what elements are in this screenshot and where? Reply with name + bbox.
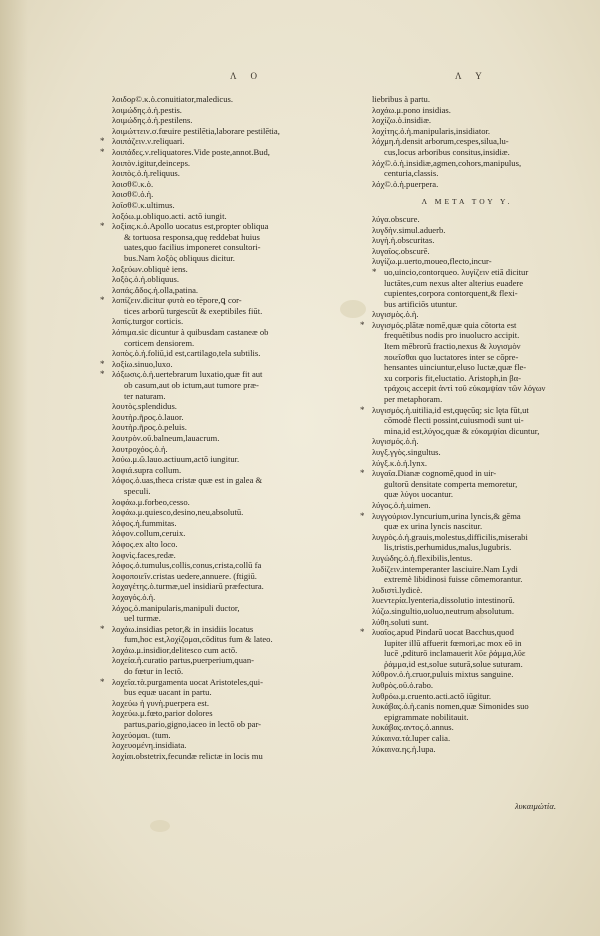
dictionary-line — [112, 401, 350, 412]
dictionary-line — [372, 136, 562, 147]
dictionary-line — [372, 521, 562, 532]
dictionary-line — [360, 319, 562, 331]
dictionary-line-text: extremè libidinosi fuisse cōmemorantur. — [384, 574, 523, 585]
right-column — [360, 94, 562, 754]
dictionary-line-text: λυθρὸς.οῦ.ὁ.rabo. — [372, 680, 434, 691]
dictionary-line — [112, 708, 350, 719]
dictionary-line-text: λυγίζω.μ.uerto,moueo,flecto,incur- — [372, 256, 492, 267]
dictionary-line — [372, 426, 562, 437]
dictionary-line-text: Iupiter illū affuerit fœmori,ac mox eō in — [384, 637, 522, 648]
dictionary-line — [372, 680, 562, 691]
dictionary-line-text: λύκαινα.τὰ.luper calia. — [372, 733, 451, 744]
left-column — [100, 94, 350, 761]
dictionary-line — [372, 617, 562, 628]
dictionary-line — [372, 105, 562, 116]
dictionary-line-text: λοφάω.μ.quiesco,desino,neu,absolutū. — [112, 507, 244, 518]
dictionary-line-text: λύθρον.ὁ.ἡ.cruor,puluis mixtus sanguine. — [372, 669, 514, 680]
asterisk-marker-icon: * — [100, 295, 105, 306]
dictionary-line-text: epigrammate nobilitauit. — [384, 711, 469, 722]
dictionary-line-text: hensantes uinciuntur,eluso luctæ,quæ fle- — [384, 362, 527, 373]
asterisk-marker-icon: * — [360, 319, 365, 330]
running-head-right: Λ Υ — [455, 71, 488, 81]
dictionary-line-text: partus,pario,gigno,iaceo in lectō ob par- — [124, 719, 262, 730]
dictionary-line-text: λοπάς.ἄδος.ἡ.olla,patina. — [112, 284, 199, 295]
asterisk-marker-icon: * — [360, 627, 365, 638]
asterisk-marker-icon: * — [100, 358, 105, 369]
dictionary-line — [112, 634, 350, 645]
dictionary-line — [112, 645, 350, 656]
running-head-left: Λ Ο — [230, 71, 264, 81]
dictionary-line — [372, 447, 562, 458]
dictionary-line-text: λυδιστὶ.lydicè. — [372, 584, 423, 595]
dictionary-line-text: do fœtur in lectō. — [124, 666, 184, 677]
dictionary-line-text: gultorū densitate comperta memoretur, — [384, 478, 518, 489]
dictionary-line-text: fum,hoc est,λοχίζομαι,cōditus fum & lateo. — [124, 634, 273, 645]
dictionary-line — [100, 676, 350, 688]
dictionary-line-text: λυκάβας.ὁ.ἡ.canis nomen,quæ Simonides suo — [372, 701, 529, 712]
dictionary-line — [112, 486, 350, 497]
dictionary-line — [372, 712, 562, 723]
dictionary-line-text: λοιμώδης.ὁ.ἡ.pestilens. — [112, 115, 193, 126]
dictionary-line-text: λοιμώττειν.σ.fœuire pestilētia,laborare pestilētia, — [112, 125, 280, 136]
asterisk-marker-icon: * — [100, 676, 105, 687]
dictionary-line — [360, 510, 562, 522]
dictionary-line — [372, 94, 562, 105]
dictionary-line — [112, 539, 350, 550]
dictionary-line-text: λοιπὸν.igitur,deinceps. — [112, 157, 191, 168]
dictionary-line — [372, 733, 562, 744]
dictionary-line-text: λόξωσις.ὁ.ἡ.uertebrarum luxatio,quæ fit aut — [112, 369, 263, 380]
dictionary-line — [112, 338, 350, 349]
dictionary-line-text: λοιπάζειν.ν.reliquari. — [112, 136, 185, 147]
dictionary-line-text: λοχίτης.ὁ.ἡ.manipularis,insidiator. — [372, 125, 491, 136]
dictionary-line — [372, 436, 562, 447]
dictionary-line — [100, 623, 350, 635]
dictionary-line — [372, 214, 562, 225]
dictionary-line — [112, 454, 350, 465]
dictionary-line-text: λύγος.ὁ.ἡ.uimen. — [372, 499, 431, 510]
dictionary-line-text: λυγισμός.ὁ.ἡ. — [372, 436, 419, 447]
dictionary-line-text: λοιπάδες.ν.reliquatores.Vide poste,annot.Bud, — [112, 146, 270, 157]
dictionary-line — [112, 274, 350, 285]
dictionary-line — [372, 115, 562, 126]
dictionary-line — [372, 158, 562, 169]
dictionary-line — [372, 246, 562, 257]
dictionary-line — [372, 669, 562, 680]
dictionary-line — [372, 373, 562, 384]
dictionary-line-text: λοφιά.supra collum. — [112, 464, 182, 475]
dictionary-line-text: λόφος.ὁ.tumulus,collis,conus,crista,collū fa — [112, 560, 262, 571]
dictionary-line-text: lis,tristis,perhumidus,malus,lugubris. — [384, 542, 512, 553]
dictionary-line-text: λοξεύων.obliquè iens. — [112, 263, 188, 274]
dictionary-line — [112, 232, 350, 243]
dictionary-line-text: uel turmæ. — [124, 613, 161, 624]
dictionary-line-text: mina,id est,λύγος,quæ & εὐκαμψίαι dicuntur, — [384, 425, 540, 436]
dictionary-line-text: uo,uincio,contorqueo. λυγίζειν etiā dicitur — [384, 266, 529, 277]
asterisk-marker-icon: * — [372, 266, 377, 277]
dictionary-line — [112, 571, 350, 582]
dictionary-line-text: λοφνὶς.faces,redæ. — [112, 549, 176, 560]
dictionary-line — [372, 574, 562, 585]
dictionary-line — [112, 422, 350, 433]
dictionary-line-text: λυγγούριον.lyncurium,urina lyncis,& gēma — [372, 510, 521, 521]
dictionary-line — [112, 465, 350, 476]
dictionary-line-text: λόφος.ὁ.uas,theca cristæ quæ est in galea & — [112, 475, 263, 486]
dictionary-line — [372, 500, 562, 511]
dictionary-line-text: λοξὸς.ὁ.ἡ.obliquus. — [112, 274, 179, 285]
dictionary-line-text: per metaphoram. — [384, 394, 443, 405]
dictionary-line — [112, 94, 350, 105]
dictionary-line-text: λοξίω.sinuo,luxo. — [112, 358, 173, 369]
dictionary-line-text: λόφος.ex alto loco. — [112, 538, 178, 549]
dictionary-line — [112, 327, 350, 338]
dictionary-line-text: λοφοποιεῖν.cristas uedere,annuere. (ftigiū. — [112, 570, 257, 581]
dictionary-line — [372, 330, 562, 341]
dictionary-line — [112, 740, 350, 751]
dictionary-line — [112, 581, 350, 592]
asterisk-marker-icon: * — [100, 136, 105, 147]
dictionary-line — [360, 468, 562, 479]
dictionary-line-text: centuria,classis. — [384, 168, 439, 179]
dictionary-line — [360, 627, 562, 638]
dictionary-line-text: λοχεύομαι. (tum. — [112, 729, 171, 740]
dictionary-line — [372, 309, 562, 320]
dictionary-line — [112, 550, 350, 561]
dictionary-line-text: xu corporis fit,eluctatio. Aristoph,in βα- — [384, 372, 522, 383]
dictionary-line-text: λυγὴ.ἡ.obscuritas. — [372, 235, 435, 246]
dictionary-line-text: λυγισμός.ἡ.uitilia,id est,quęcūq; sic lęta fūt,ut — [372, 404, 529, 415]
dictionary-line-text: λοξίας.κ.ὁ.Apollo uocatus est,propter obliqua — [112, 221, 269, 232]
dictionary-line-text: λόφος.ἡ.fummitas. — [112, 517, 177, 528]
dictionary-line-text: λύγα.obscure. — [372, 213, 420, 224]
dictionary-line-text: λύζω.singultio,uoluo,neutrum absolutum. — [372, 605, 515, 616]
dictionary-line-text: λουτὴρ.ῆρος.ὁ.peluis. — [112, 422, 187, 433]
dictionary-line-text: λοχεύω.μ.fœto,parior dolores — [112, 708, 213, 719]
dictionary-line — [112, 730, 350, 741]
dictionary-line — [372, 564, 562, 575]
dictionary-line-text: λόχ©.ὁ.ἡ.puerpera. — [372, 178, 439, 189]
dictionary-line — [372, 147, 562, 158]
dictionary-line-text: λυγώδης.ὁ.ἡ.flexibilis,lentus. — [372, 552, 473, 563]
dictionary-line — [372, 383, 562, 394]
dictionary-line — [112, 200, 350, 211]
dictionary-line — [100, 369, 350, 380]
dictionary-line — [372, 479, 562, 490]
dictionary-line-text: lucē ,pditurō inclamauerit λῦε ῥάμμα,λῦε — [384, 648, 526, 659]
dictionary-line — [100, 136, 350, 147]
dictionary-line-text: λυγρὸς.ὁ.ἡ.grauis,molestus,difficilis,miserabi — [372, 531, 528, 542]
dictionary-line — [372, 126, 562, 137]
dictionary-line-text: λόπιμα.sic dicuntur à quibusdam castaneæ ob — [112, 327, 269, 338]
dictionary-line — [372, 595, 562, 606]
dictionary-line-text: cōmodè flecti possint,cuiusmodi sunt ui- — [384, 415, 524, 426]
dictionary-line — [100, 221, 350, 232]
dictionary-line-text: ter naturam. — [124, 390, 166, 401]
dictionary-line — [372, 648, 562, 659]
dictionary-line-text: frequētibus nodis pro inuolucro accipit. — [384, 330, 520, 341]
dictionary-line — [372, 256, 562, 267]
dictionary-line-text: λοιμώδης.ὁ.ἡ.pestis. — [112, 104, 182, 115]
dictionary-line — [372, 225, 562, 236]
asterisk-marker-icon: * — [100, 146, 105, 157]
dictionary-line — [112, 433, 350, 444]
dictionary-line-text: Item mēbrorū fractio,nexus & λυγισμὸν — [384, 341, 521, 352]
dictionary-line — [112, 592, 350, 603]
dictionary-line-text: λοπίζειν.dicitur φυτὰ eo tēpore,ꝗ cor- — [112, 295, 242, 306]
dictionary-line-text: λυθρόω.μ.cruento.acti.actō iūgitur. — [372, 690, 492, 701]
catchword: λυκαιμώτία. — [515, 801, 556, 811]
dictionary-line-text: λοισθ©.ὁ.ἡ. — [112, 189, 154, 200]
dictionary-line — [372, 299, 562, 310]
dictionary-line — [112, 179, 350, 190]
dictionary-line-text: λοχαγέτης.ὁ.turmæ,uel insidiarū præfectura. — [112, 581, 264, 592]
dictionary-line-text: λοπὸς.ὁ.ἡ.foliū,id est,cartilago,tela subtilis. — [112, 348, 261, 359]
dictionary-line — [372, 394, 562, 405]
dictionary-line-text: corticem densiorem. — [124, 337, 195, 348]
dictionary-line-text: λόχ©.ὁ.ἡ.insidiæ,agmen,cohors,manipulus, — [372, 157, 522, 168]
dictionary-line-text: ποιεῖσθαι quo luctatores inter se cōpre- — [384, 351, 519, 362]
dictionary-line — [112, 560, 350, 571]
dictionary-line-text: λοφάω.μ.forbeo,cesso. — [112, 496, 190, 507]
dictionary-line-text: λυγισμός.plātæ nomē,quæ quia cōtorta est — [372, 319, 517, 330]
dictionary-line — [112, 316, 350, 327]
dictionary-line — [112, 158, 350, 169]
dictionary-line-text: λουτρὸν.οῦ.balneum,lauacrum. — [112, 433, 220, 443]
dictionary-line-text: quæ λύγοι uocantur. — [384, 489, 454, 500]
asterisk-marker-icon: * — [100, 623, 105, 634]
dictionary-line — [112, 242, 350, 253]
dictionary-line-text: λυγαῖος.obscurē. — [372, 245, 430, 256]
dictionary-line-text: λόχμη.ἡ.densit arborum,cespes,silua,lu- — [372, 136, 509, 147]
dictionary-line-text: cus,locus arboribus consitus,insidiæ. — [384, 146, 510, 157]
dictionary-line — [100, 146, 350, 158]
dictionary-line — [372, 553, 562, 564]
dictionary-line-text: λοχάω.insidias petor,& in insidiis locatus — [112, 623, 254, 634]
dictionary-line — [372, 542, 562, 553]
dictionary-line-text: λοχεῖα.τὰ.purgamenta uocat Aristoteles,qui- — [112, 676, 264, 687]
dictionary-line-text: λυγισμὸς.ὁ.ἡ. — [372, 309, 419, 320]
dictionary-line-text: λοῖσθ©.κ.ultimus. — [112, 199, 175, 210]
dictionary-line — [112, 507, 350, 518]
dictionary-line-text: λυεντερία.lyenteria,dissolutio intestinorū. — [372, 595, 515, 606]
dictionary-line — [112, 666, 350, 677]
dictionary-line — [372, 701, 562, 712]
dictionary-line-text: λόχος.ὁ.manipularis,manipuli ductor, — [112, 602, 240, 613]
dictionary-line-text: τράχοις accepit ἀντὶ τοῦ εὐκαμψίαν τῶν λόγων — [384, 383, 546, 394]
dictionary-line — [112, 655, 350, 666]
dictionary-line-text: λοχεύω ἡ γυνὴ.puerpera est. — [112, 697, 210, 708]
dictionary-line — [372, 638, 562, 649]
dictionary-line-text: tices arborū turgescūt & exeptibiles fiūt. — [124, 305, 263, 316]
dictionary-line — [112, 391, 350, 402]
dictionary-line — [372, 722, 562, 733]
dictionary-line — [112, 719, 350, 730]
dictionary-line — [112, 115, 350, 126]
asterisk-marker-icon: * — [100, 369, 105, 380]
dictionary-line-text: λοιδορ©.κ.ὁ.conuitiator,maledicus. — [112, 94, 234, 104]
dictionary-line-text: λοιπὸς.ὁ.ἡ.reliquus. — [112, 168, 180, 179]
dictionary-line-text: λούω.μ.ῶ.lauo.actiuum,actō iungitur. — [112, 454, 240, 465]
dictionary-line — [112, 603, 350, 614]
dictionary-line-text: λύγξ.κ.ὁ.ἡ.lynx. — [372, 457, 428, 468]
dictionary-line — [112, 348, 350, 359]
dictionary-line — [112, 189, 350, 200]
dictionary-line-text: ob casum,aut ob ictum,aut tumore præ- — [124, 380, 259, 391]
dictionary-line-text: λοχευομένη.insidiata. — [112, 740, 187, 751]
dictionary-line — [372, 744, 562, 755]
dictionary-line — [372, 267, 562, 278]
dictionary-line-text: λυκάβας.αντος.ὁ.annus. — [372, 722, 454, 733]
dictionary-line-text: bus artificiōs utuntur. — [384, 298, 458, 309]
dictionary-line — [372, 235, 562, 246]
dictionary-line — [372, 585, 562, 596]
dictionary-line — [372, 532, 562, 543]
dictionary-line-text: λοχίαι.obstetrix,fecundæ relictæ in locis mu — [112, 750, 263, 761]
dictionary-line — [112, 698, 350, 709]
dictionary-line — [112, 528, 350, 539]
dictionary-line — [112, 211, 350, 222]
dictionary-line — [100, 295, 350, 306]
dictionary-line-text: λυγξ.γγὸς.singultus. — [372, 447, 441, 457]
asterisk-marker-icon: * — [360, 404, 365, 415]
dictionary-line — [112, 475, 350, 486]
dictionary-line-text: λοξόω.μ.obliquo.acti. actō iungit. — [112, 210, 227, 221]
dictionary-line — [112, 497, 350, 508]
dictionary-line-text: bus.Nam λοξὸς obliquus dicitur. — [124, 252, 235, 263]
dictionary-line-text: λοχίζω.ὁ.insidiæ. — [372, 115, 432, 126]
dictionary-line-text: ῥάμμα,id est,solue suturā,solue suturam. — [384, 658, 523, 669]
dictionary-line-text: uates,quo facilius imponeret consultori- — [124, 242, 261, 253]
dictionary-line — [372, 659, 562, 670]
dictionary-line — [372, 606, 562, 617]
dictionary-line — [112, 264, 350, 275]
dictionary-line — [112, 126, 350, 137]
dictionary-line-text: λοισθ©.κ.ὁ. — [112, 178, 154, 189]
dictionary-line-text: λουτὴρ.ῆρος.ὁ.lauor. — [112, 411, 184, 422]
dictionary-line-text: bus equæ uacant in partu. — [124, 687, 212, 698]
dictionary-line-text: λουτροχόος.ὁ.ἡ. — [112, 443, 168, 454]
dictionary-line-text: λοπίς.turgor corticis. — [112, 316, 184, 327]
dictionary-line-text: λύκαινα.ης.ἡ.lupa. — [372, 743, 436, 754]
dictionary-line — [112, 687, 350, 698]
dictionary-line — [112, 105, 350, 116]
dictionary-line — [360, 404, 562, 416]
dictionary-line-text: λόφον.collum,ceruix. — [112, 528, 186, 539]
dictionary-line — [100, 358, 350, 370]
dictionary-line — [372, 489, 562, 500]
dictionary-line — [112, 613, 350, 624]
dictionary-line-text: liebribus à partu. — [372, 94, 430, 104]
dictionary-line-text: luctātes,cum nexus alter alterius euadere — [384, 277, 524, 288]
dictionary-line — [372, 278, 562, 289]
right-column-top — [372, 94, 562, 189]
dictionary-line — [372, 458, 562, 469]
dictionary-line — [372, 179, 562, 190]
dictionary-line-text: λυγδὴν.simul.aduerb. — [372, 224, 446, 235]
dictionary-line — [112, 518, 350, 529]
section-heading: Λ ΜΕΤΑ ΤΟΥ Υ. — [421, 197, 513, 207]
dictionary-line — [372, 362, 562, 373]
asterisk-marker-icon: * — [100, 221, 105, 232]
dictionary-line-text: λυδίζειν.intemperanter lasciuire.Nam Lydi — [372, 563, 518, 574]
asterisk-marker-icon: * — [360, 510, 365, 521]
dictionary-line — [112, 412, 350, 423]
dictionary-line — [372, 352, 562, 363]
asterisk-marker-icon: * — [360, 468, 365, 479]
dictionary-line — [372, 691, 562, 702]
dictionary-line-text: λοχάω.μ.insidior,delitesco cum actō. — [112, 644, 238, 655]
dictionary-line — [372, 168, 562, 179]
dictionary-line — [112, 751, 350, 762]
dictionary-line-text: & tortuosa responsa,quę reddebat huius — [124, 231, 260, 242]
dictionary-line — [372, 415, 562, 426]
dictionary-line-text: speculi. — [124, 485, 151, 496]
dictionary-line — [112, 380, 350, 391]
dictionary-line-text: λύθη.soluti sunt. — [372, 616, 429, 627]
dictionary-line — [112, 168, 350, 179]
dictionary-line — [372, 341, 562, 352]
right-column-bottom — [360, 213, 562, 754]
dictionary-line-text: λοχεία.ἡ.curatio partus,puerperium,quan- — [112, 655, 254, 666]
dictionary-line-text: quæ ex urina lyncis nascitur. — [384, 521, 483, 532]
page-gutter-shadow — [0, 0, 28, 936]
dictionary-line-text: λουτὸς.splendidus. — [112, 401, 177, 412]
dictionary-line — [112, 444, 350, 455]
dictionary-line-text: λοχαγός.ὁ.ἡ. — [112, 591, 156, 602]
dictionary-line-text: cupientes,corpora contorquent,& flexi- — [384, 288, 518, 299]
dictionary-line — [112, 285, 350, 296]
dictionary-line-text: λοχάω.μ.pono insidias. — [372, 104, 451, 115]
dictionary-line — [112, 306, 350, 317]
dictionary-line — [112, 253, 350, 264]
paper-stain — [150, 820, 170, 832]
dictionary-line-text: λυγαῖα.Dianæ cognomē,quod in uir- — [372, 468, 497, 479]
dictionary-line — [372, 288, 562, 299]
dictionary-line-text: λυαῖος.apud Pindarū uocat Bacchus,quod — [372, 627, 514, 638]
